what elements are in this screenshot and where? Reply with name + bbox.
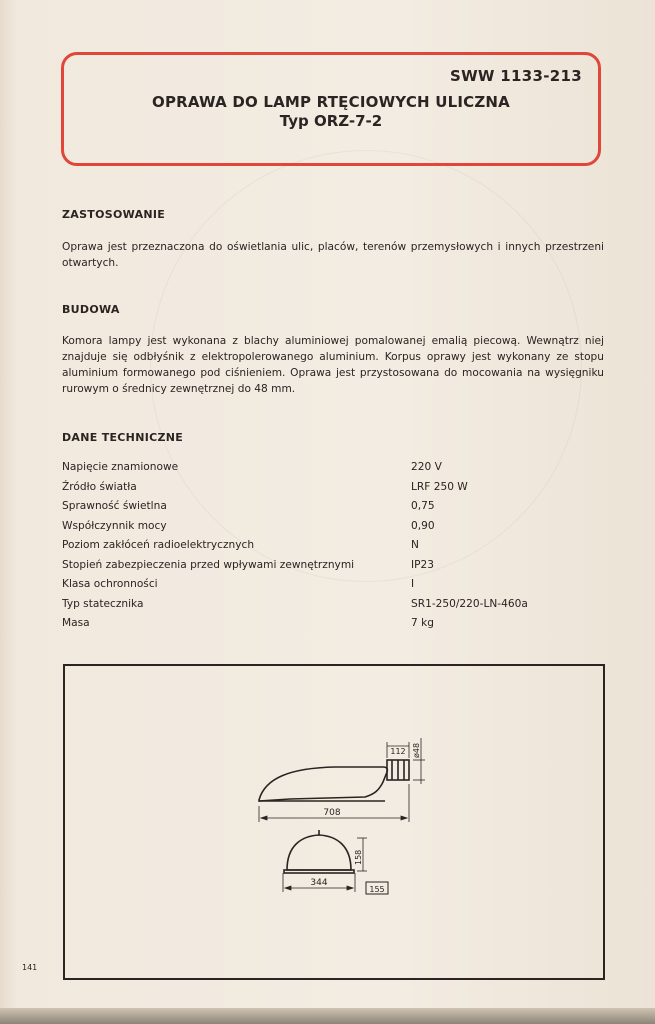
spec-label: Stopień zabezpieczenia przed wpływami zewnętrznymi: [62, 558, 355, 571]
spec-label: Współczynnik mocy: [62, 519, 167, 532]
budowa-heading: BUDOWA: [62, 303, 120, 316]
dimension-lines: [259, 738, 425, 892]
spec-label: Źródło światła: [62, 480, 137, 493]
spec-label: Sprawność świetlna: [62, 500, 167, 512]
page-subtitle: Typ ORZ-7-2: [279, 112, 383, 130]
dim-length-label: 708: [323, 808, 341, 818]
spec-value: 7 kg: [411, 617, 434, 629]
spec-label: Poziom zakłóceń radioelektrycznych: [62, 539, 255, 551]
spec-row: [62, 598, 582, 616]
technical-drawing-frame: [63, 664, 605, 980]
page-number: 141: [22, 963, 38, 972]
spec-row: [62, 520, 582, 538]
dim-mount-label: 112: [390, 747, 406, 756]
technical-drawing: [65, 666, 603, 978]
spec-row: [62, 559, 582, 577]
spec-label: Napięcie znamionowe: [62, 461, 179, 473]
luminaire-side-view: [259, 760, 409, 801]
spec-value: LRF 250 W: [411, 480, 468, 493]
zastosowanie-text: Oprawa jest przeznaczona do oświetlania ulic, placów, terenów przemysłowych i innych przestrzeni otwartych.: [62, 241, 604, 269]
budowa-text: Komora lampy jest wykonana z blachy aluminiowej pomalowanej emalią piecową. Wewnątrz niej znajduje się odbłyśnik z elektropolerowanego aluminium. Korpus oprawy jest wykonany ze stopu aluminium formowanego pod ciśnieniem. Oprawa jest przystosowana do mocowania na wysięgniku rurowym o średnicy zewnętrznej do 48 mm.: [62, 335, 604, 395]
spec-row: [62, 539, 582, 557]
dim-diameter-label: ø48: [412, 742, 421, 758]
spec-value: 0,90: [411, 519, 435, 532]
spec-value: SR1-250/220-LN-460a: [411, 597, 528, 610]
spec-label: Klasa ochronności: [62, 578, 158, 590]
dim-width-label: 344: [310, 878, 328, 888]
page-bottom-edge: [0, 1008, 655, 1024]
zastosowanie-heading: ZASTOSOWANIE: [62, 208, 166, 221]
dane-techniczne-heading: DANE TECHNICZNE: [62, 431, 184, 444]
luminaire-body-outline: [259, 767, 387, 801]
spec-row: [62, 461, 582, 479]
spec-row: [62, 578, 582, 596]
spec-value: 220 V: [411, 461, 442, 473]
spec-label: Typ statecznika: [62, 597, 144, 610]
page-title: OPRAWA DO LAMP RTĘCIOWYCH ULICZNA: [152, 93, 510, 111]
spec-value: N: [411, 539, 419, 551]
dim-height-label: 158: [354, 849, 363, 865]
spec-row: [62, 500, 582, 518]
spec-value: IP23: [411, 558, 434, 571]
spec-label: Masa: [62, 617, 90, 629]
luminaire-front-view: [284, 830, 354, 873]
spec-value: 0,75: [411, 500, 435, 512]
spec-value: I: [411, 578, 415, 590]
document-code: SWW 1133-213: [449, 67, 582, 85]
spec-row: [62, 481, 582, 499]
spec-row: [62, 617, 582, 635]
dim-box-label: 155: [369, 885, 385, 894]
header-box: [61, 52, 601, 166]
